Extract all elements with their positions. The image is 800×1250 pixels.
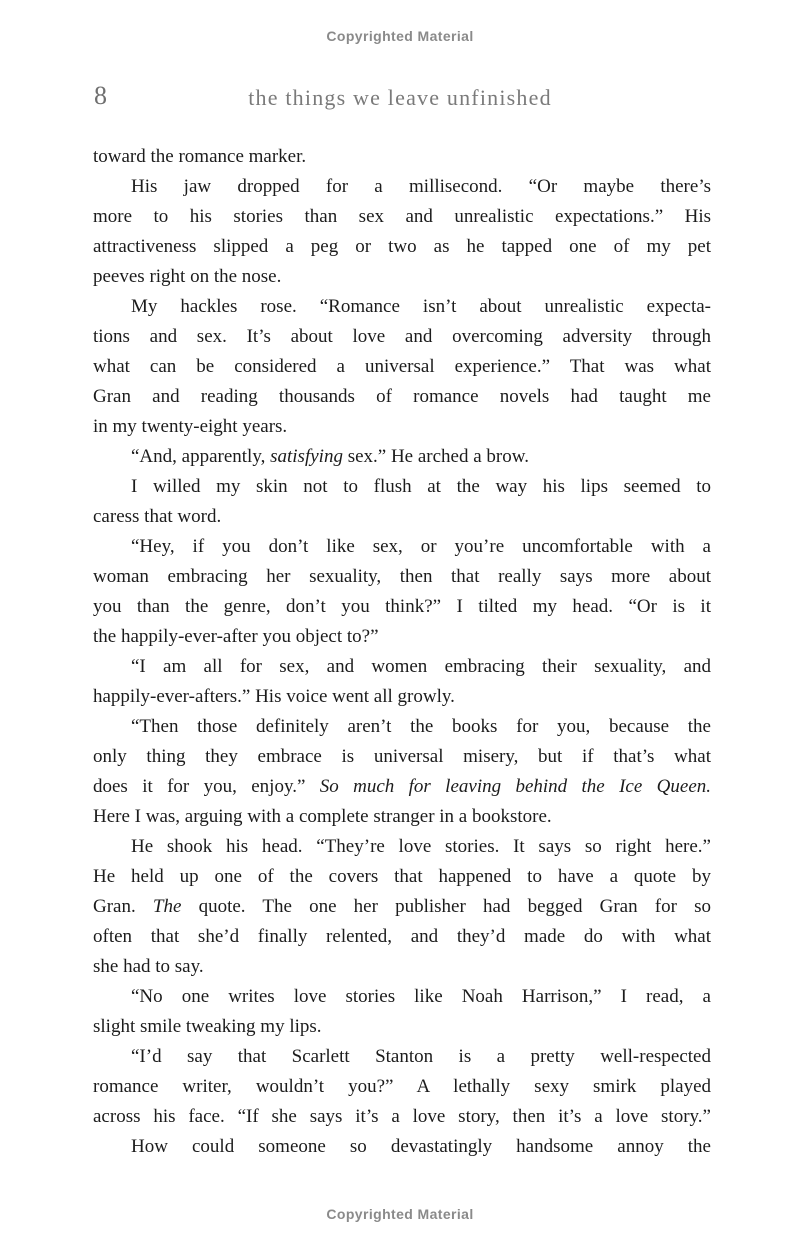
text-line	[93, 292, 711, 322]
italic-text: satisfying	[270, 446, 343, 467]
text-line	[93, 802, 711, 832]
copyright-notice-bottom: Copyrighted Material	[326, 1206, 474, 1222]
text-segment: His jaw dropped for a millisecond. “Or maybe there’s	[131, 176, 711, 197]
text-segment: quote. The one her publisher had begged Gran for so	[181, 896, 711, 917]
text-segment: How could someone so devastatingly handsome annoy the	[131, 1136, 711, 1157]
text-segment: “Hey, if you don’t like sex, or you’re uncomfortable with a	[131, 536, 711, 557]
text-line	[93, 652, 711, 682]
text-segment: “No one writes love stories like Noah Harrison,” I read, a	[131, 986, 711, 1007]
body-text	[93, 142, 711, 1162]
text-line	[93, 352, 711, 382]
running-title: the things we leave unfinished	[248, 85, 552, 110]
text-line	[93, 892, 711, 922]
text-line	[93, 592, 711, 622]
text-line	[93, 142, 711, 172]
text-line	[93, 832, 711, 862]
text-segment: across his face. “If she says it’s a love story, then it’s a love story.”	[93, 1106, 711, 1127]
text-segment: she had to say.	[93, 956, 204, 977]
text-segment: caress that word.	[93, 506, 222, 527]
text-line	[93, 532, 711, 562]
text-line	[93, 232, 711, 262]
text-line	[93, 442, 711, 472]
text-line	[93, 172, 711, 202]
text-segment: “And, apparently,	[131, 446, 271, 467]
text-segment: woman embracing her sexuality, then that really says more about	[93, 566, 711, 587]
text-line	[93, 472, 711, 502]
text-segment: often that she’d finally relented, and they’d made do with what	[93, 926, 711, 947]
text-line	[93, 862, 711, 892]
text-line	[93, 412, 711, 442]
text-segment: sex.” He arched a brow.	[342, 446, 529, 467]
text-segment: Gran.	[93, 896, 153, 917]
text-segment: My hackles rose. “Romance isn’t about unrealistic expecta-	[131, 296, 711, 317]
text-segment: slight smile tweaking my lips.	[93, 1016, 322, 1037]
text-segment: what can be considered a universal experience.” That was what	[93, 356, 711, 377]
text-segment: attractiveness slipped a peg or two as he tapped one of my pet	[93, 236, 711, 257]
text-line	[93, 202, 711, 232]
text-segment: “I’d say that Scarlett Stanton is a pretty well-respected	[131, 1046, 711, 1067]
text-line	[93, 922, 711, 952]
text-line	[93, 562, 711, 592]
text-line	[93, 382, 711, 412]
text-line	[93, 622, 711, 652]
text-segment: you than the genre, don’t you think?” I tilted my head. “Or is it	[93, 596, 711, 617]
text-line	[93, 1102, 711, 1132]
text-line	[93, 772, 711, 802]
text-line	[93, 1042, 711, 1072]
text-segment: I willed my skin not to flush at the way his lips seemed to	[131, 476, 711, 497]
text-segment: in my twenty-eight years.	[93, 416, 288, 437]
copyright-notice-top: Copyrighted Material	[326, 28, 474, 44]
text-segment: romance writer, wouldn’t you?” A lethally sexy smirk played	[93, 1076, 711, 1097]
text-line	[93, 742, 711, 772]
text-segment: the happily-ever-after you object to?”	[93, 626, 379, 647]
text-segment: “I am all for sex, and women embracing their sexuality, and	[131, 656, 711, 677]
italic-text: The	[152, 896, 182, 917]
text-line	[93, 952, 711, 982]
text-line	[93, 1132, 711, 1162]
text-segment: Gran and reading thousands of romance novels had taught me	[93, 386, 711, 407]
text-segment: “Then those definitely aren’t the books for you, because the	[131, 716, 711, 737]
text-line	[93, 502, 711, 532]
text-segment: peeves right on the nose.	[93, 266, 282, 287]
text-segment: He held up one of the covers that happened to have a quote by	[93, 866, 711, 887]
text-segment: does it for you, enjoy.”	[93, 776, 320, 797]
text-line	[93, 262, 711, 292]
text-segment: tions and sex. It’s about love and overcoming adversity through	[93, 326, 711, 347]
text-segment: toward the romance marker.	[93, 146, 307, 167]
text-segment: Here I was, arguing with a complete stranger in a bookstore.	[93, 806, 552, 827]
text-line	[93, 712, 711, 742]
text-line	[93, 682, 711, 712]
text-line	[93, 322, 711, 352]
text-segment: happily-ever-afters.” His voice went all growly.	[93, 686, 455, 707]
text-line	[93, 1072, 711, 1102]
text-segment: more to his stories than sex and unrealistic expectations.” His	[93, 206, 711, 227]
page-number: 8	[94, 81, 107, 110]
text-segment: He shook his head. “They’re love stories. It says so right here.”	[131, 836, 711, 857]
text-line	[93, 982, 711, 1012]
italic-text: So much for leaving behind the Ice Queen.	[319, 776, 711, 797]
text-line	[93, 1012, 711, 1042]
text-segment: only thing they embrace is universal misery, but if that’s what	[93, 746, 711, 767]
